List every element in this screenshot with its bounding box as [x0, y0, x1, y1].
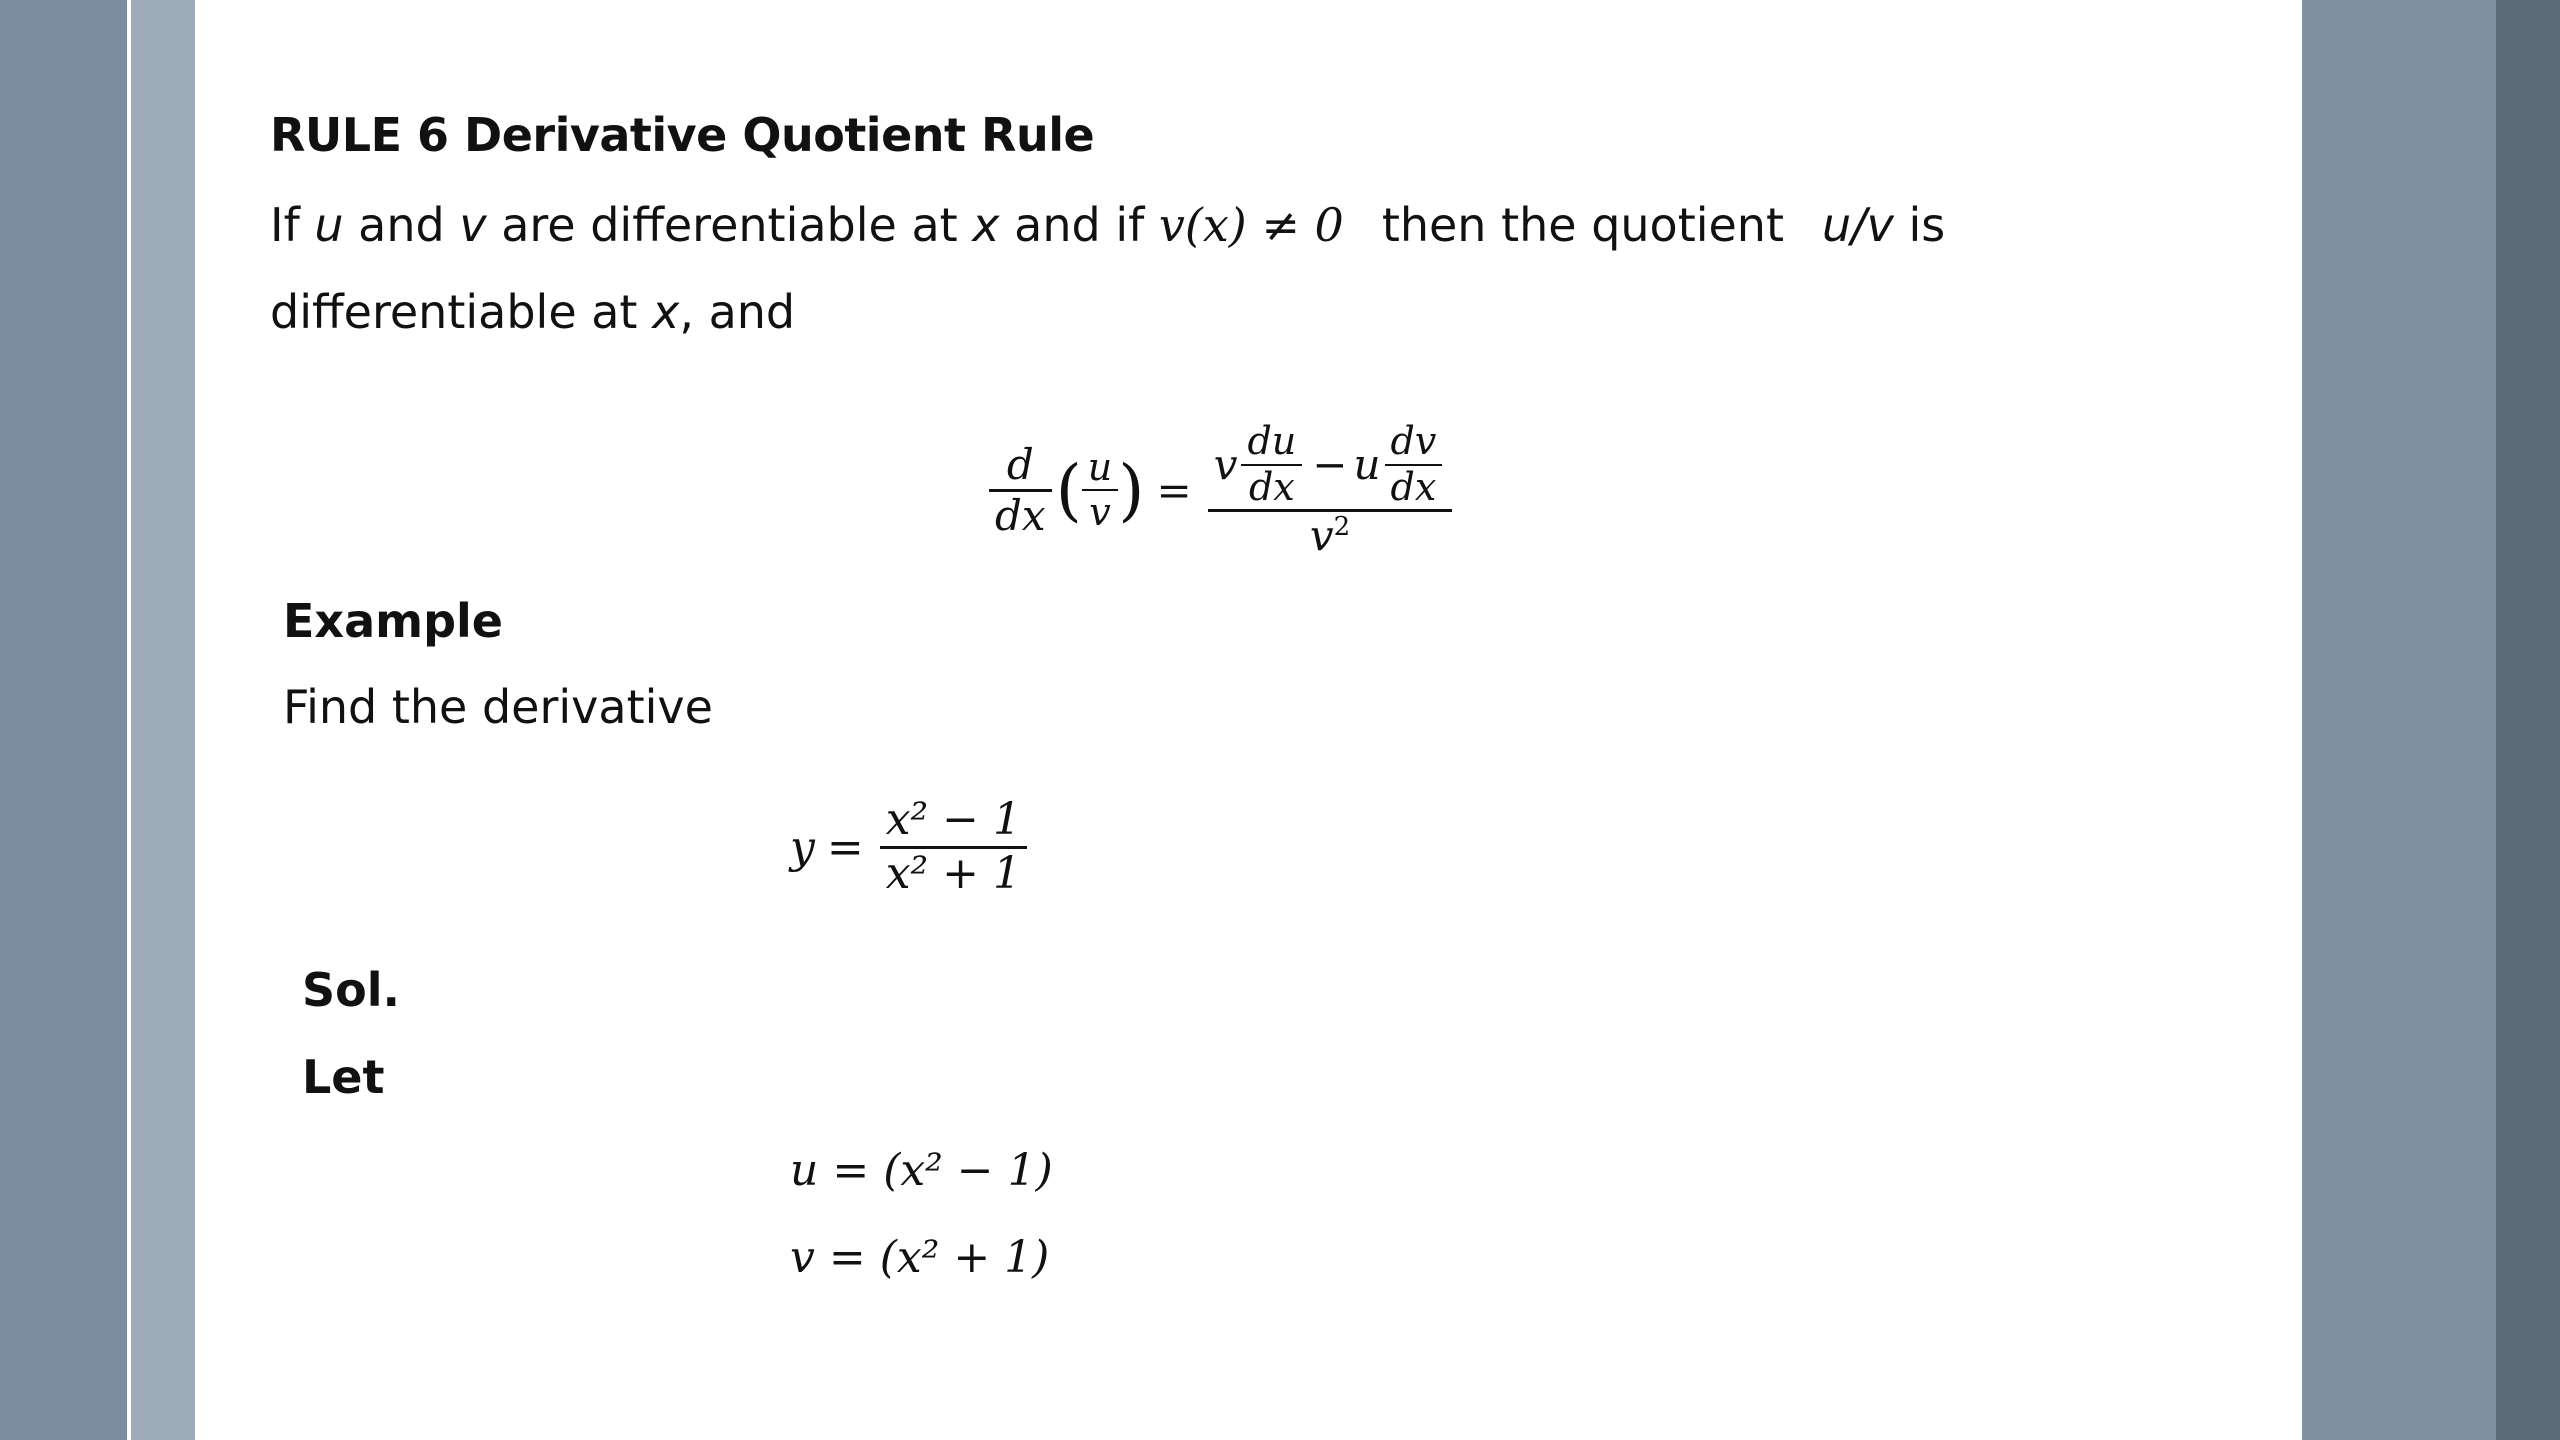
quotient-rule-formula: $\frac{d}{dx}$ ( $\frac{u}{v}$ ) = v $\frac{du}{dx}$ − u $\frac{dv}{dx}$ $v^2$	[985, 420, 1456, 561]
u-over-v-fraction: $\frac{u}{v}$	[1082, 446, 1118, 535]
condition-math: v(x) ≠ 0	[1158, 198, 1344, 252]
var-x: x	[972, 198, 1000, 252]
right-decor-outer-band	[2496, 0, 2560, 1440]
text: , and	[679, 285, 796, 339]
v-definition: v = (x² + 1)	[790, 1232, 1050, 1283]
example-fraction: $\frac{\text{x² − 1}}{\text{x² + 1}}$	[880, 795, 1027, 899]
text: is	[1893, 198, 1946, 252]
quotient-rule-main-fraction: v $\frac{du}{dx}$ − u $\frac{dv}{dx}$ $v^2$	[1208, 420, 1453, 561]
var-x: x	[652, 285, 680, 339]
rule-statement-line-1	[270, 198, 1945, 252]
example-equation: y = $\frac{\text{x² − 1}}{\text{x² + 1}}$	[790, 795, 1031, 899]
text: differentiable at	[270, 285, 653, 339]
left-decor-band	[0, 0, 127, 1440]
let-heading: Let	[302, 1050, 385, 1104]
var-u: u	[314, 198, 344, 252]
u-definition: u = (x² − 1)	[790, 1145, 1053, 1196]
right-decor-inner-band	[2302, 0, 2496, 1440]
example-heading: Example	[283, 594, 503, 648]
d-dx-fraction: $\frac{d}{dx}$	[989, 441, 1052, 541]
text: and	[343, 198, 460, 252]
left-decor-inner-band	[131, 0, 195, 1440]
page-title: RULE 6 Derivative Quotient Rule	[270, 108, 1095, 162]
text: and if	[999, 198, 1159, 252]
example-prompt: Find the derivative	[283, 680, 713, 734]
quotient-var: u/v	[1822, 198, 1894, 252]
solution-heading: Sol.	[302, 963, 400, 1017]
text: are differentiable at	[486, 198, 973, 252]
text: then the quotient	[1381, 198, 1784, 252]
text: If	[270, 198, 315, 252]
rule-statement-line-2	[270, 285, 795, 339]
slide-page	[195, 0, 2302, 1440]
var-v: v	[459, 198, 487, 252]
